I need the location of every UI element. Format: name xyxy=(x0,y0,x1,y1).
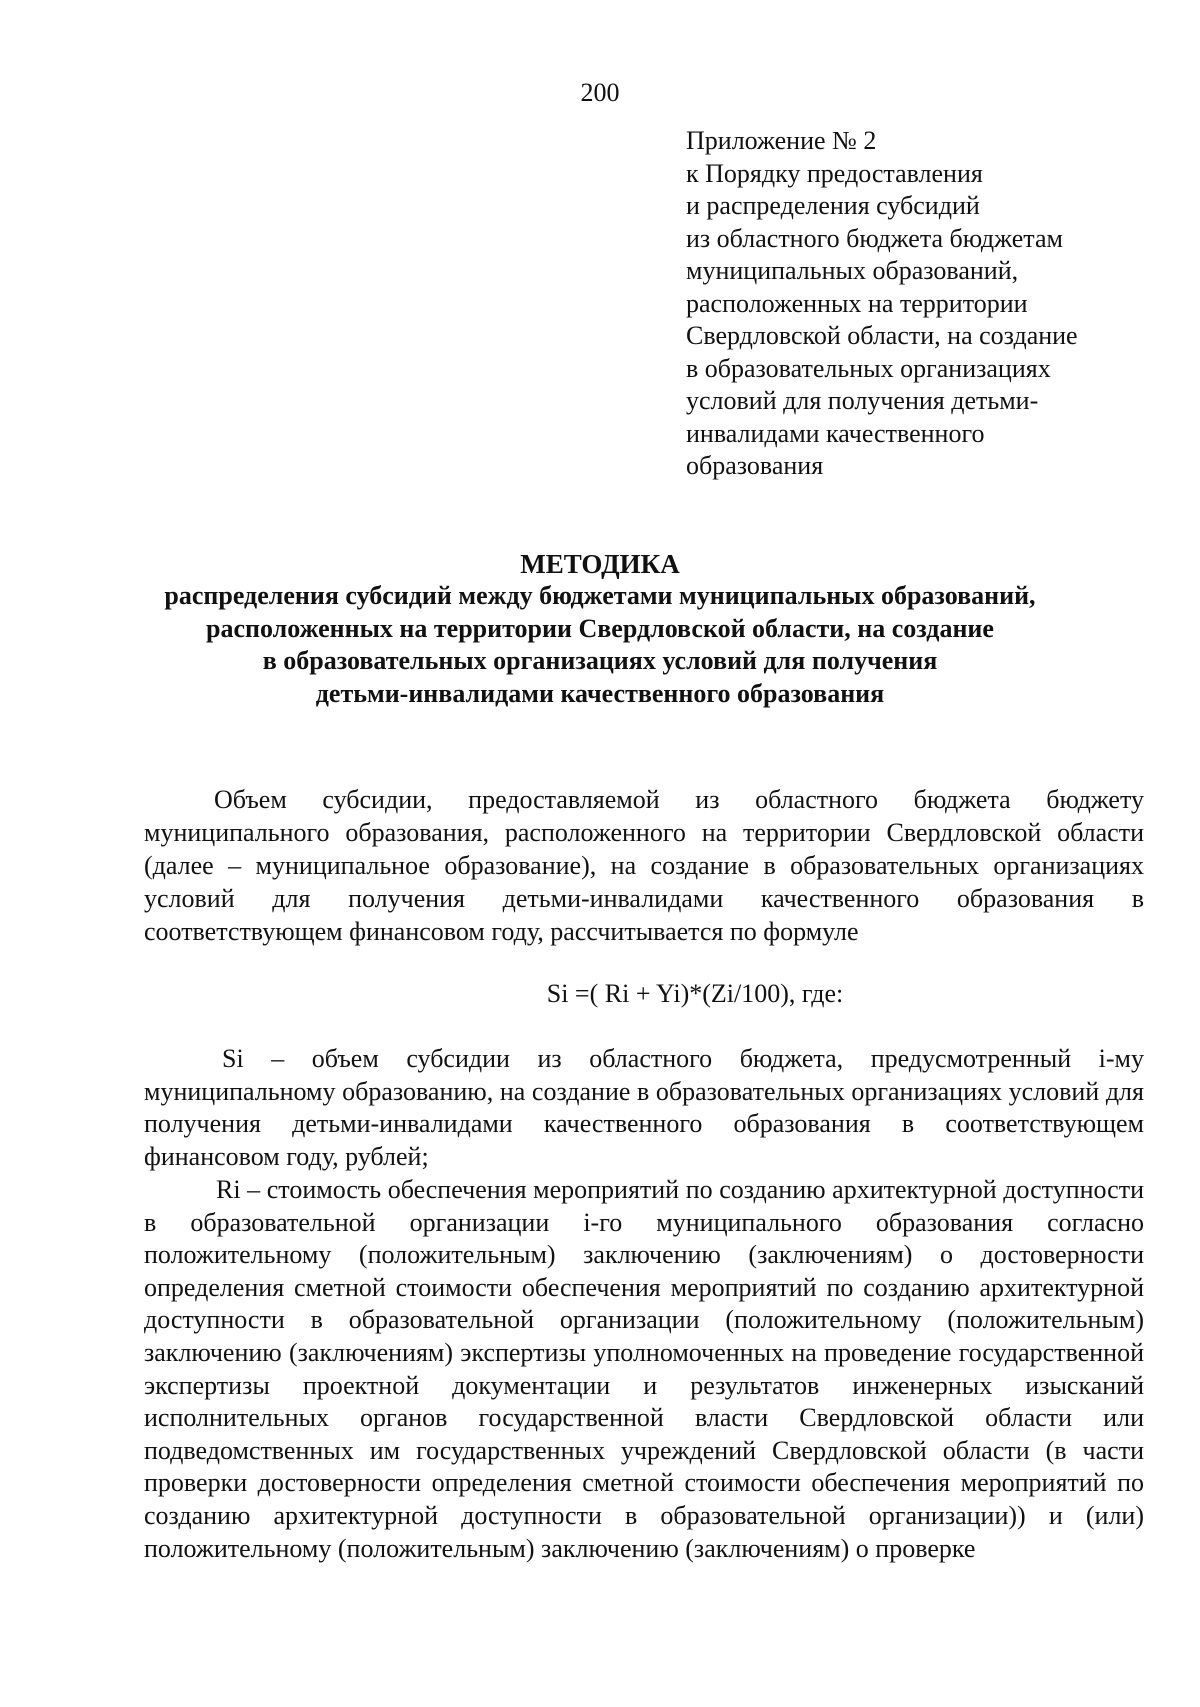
intro-paragraph: Объем субсидии, предоставляемой из областного бюджета бюджету муниципального образования, расположенного на территории Свердловской области (далее – муниципальное образование), на создание в образовательных организациях условий для получения детьми-инвалидами качественного образования в соответствующем финансовом году, рассчитывается по формуле xyxy=(144,785,1144,946)
title-heading: МЕТОДИКА xyxy=(520,549,680,579)
appendix-line: Свердловской области, на создание xyxy=(686,321,1078,350)
title-line: расположенных на территории Свердловской области, на создание xyxy=(206,613,994,643)
definition-ri: Ri – стоимость обеспечения мероприятий по созданию архитектурной доступности в образовательной организации i-го муниципального образования согласно положительному (положительным) заключению (заключениям) о достоверности определения сметной стоимости обеспечения мероприятий по созданию архитектурной доступности в образовательной организации (положительному (положительным) заключению (заключениям) экспертизы уполномоченных на проведение государственной экспертизы проектной документации и результатов инженерных изысканий исполнительных органов государственной власти Свердловской области или подведомственных им государственных учреждений Свердловской области (в части проверки достоверности определения сметной стоимости обеспечения мероприятий по созданию архитектурной доступности в образовательной организации)) и (или) положительному (положительным) заключению (заключениям) о проверке xyxy=(144,1175,1144,1563)
appendix-line: муниципальных образований, xyxy=(686,256,1019,285)
appendix-line: образования xyxy=(686,451,824,480)
appendix-line: инвалидами качественного xyxy=(686,418,985,448)
appendix-line: условий для получения детьми- xyxy=(686,386,1039,415)
definition-si: Si – объем субсидии из областного бюджета, предусмотренный i-му муниципальному образованию, на создание в образовательных организациях условий для получения детьми-инвалидами качественного образования в соответствующем финансовом году, рублей; xyxy=(144,1044,1144,1171)
formula: Si =( Ri + Yi)*(Zi/100), где: xyxy=(546,979,844,1008)
appendix-note xyxy=(686,125,1146,483)
document-title xyxy=(100,548,1100,710)
appendix-line: из областного бюджета бюджетам xyxy=(686,223,1063,253)
page-number: 200 xyxy=(580,78,620,107)
appendix-line: расположенных на территории xyxy=(686,288,1028,318)
appendix-line: в образовательных организациях xyxy=(686,353,1051,383)
title-line: распределения субсидий между бюджетами муниципальных образований, xyxy=(164,581,1036,610)
appendix-line: к Порядку предоставления xyxy=(686,158,983,188)
title-line: в образовательных организациях условий для получения xyxy=(262,646,938,675)
title-line: детьми-инвалидами качественного образования xyxy=(315,678,885,708)
appendix-line: Приложение № 2 xyxy=(686,126,877,155)
appendix-line: и распределения субсидий xyxy=(686,191,980,220)
